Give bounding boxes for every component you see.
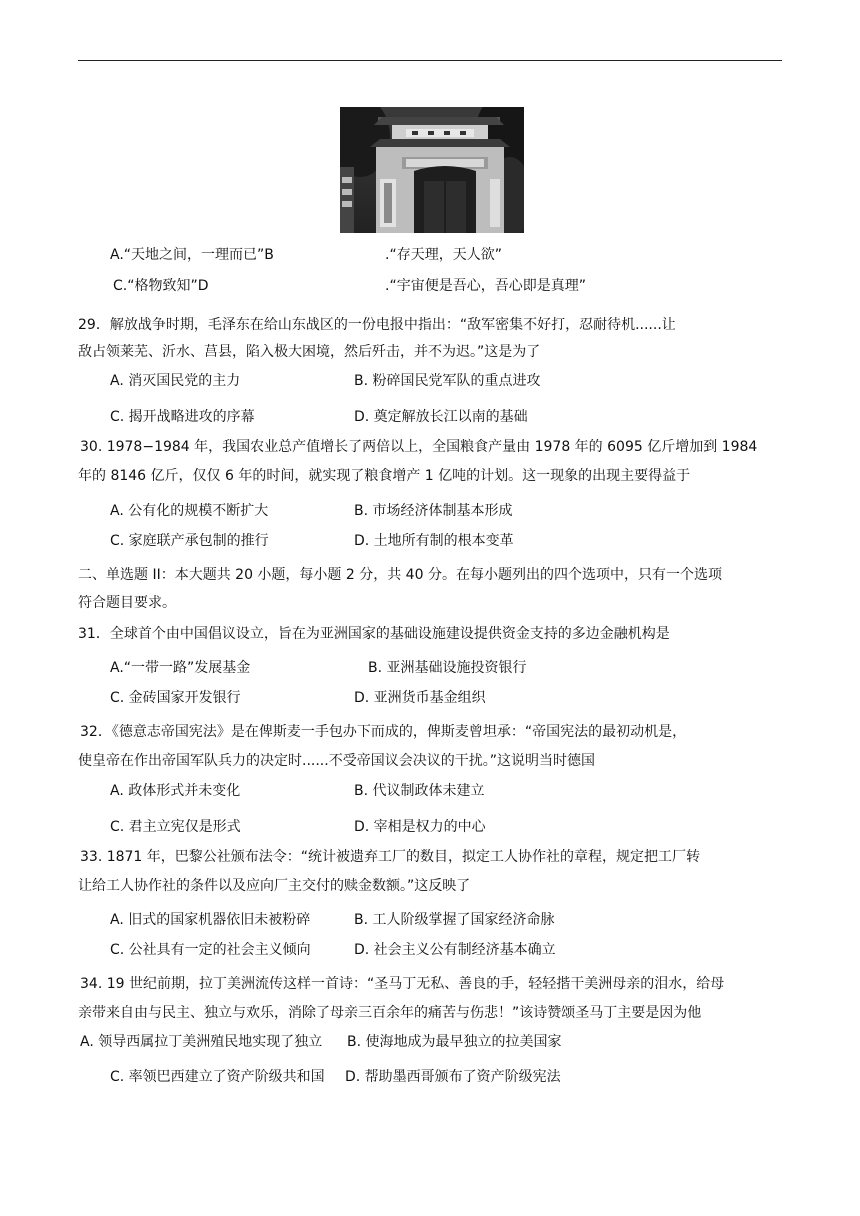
q29-option-d: D. 奠定解放长江以南的基础 xyxy=(354,409,528,425)
q33-stem-line1: 33. 1871 年，巴黎公社颁布法令：“统计被遗弃工厂的数目，拟定工人协作社的章程，规定把工厂转 xyxy=(80,849,701,865)
q29-option-c: C. 揭开战略进攻的序幕 xyxy=(110,409,255,425)
q34-option-a: A. 领导西属拉丁美洲殖民地实现了独立 xyxy=(80,1034,323,1050)
q31-option-c: C. 金砖国家开发银行 xyxy=(110,690,241,706)
q34-stem-line1: 34. 19 世纪前期，拉丁美洲流传这样一首诗：“圣马丁无私、善良的手，轻轻揩干美洲母亲的泪水，给母 xyxy=(80,976,725,992)
q34-stem-line2: 亲带来自由与民主、独立与欢乐，消除了母亲三百余年的痛苦与伤悲！”该诗赞颂圣马丁主要是因为他 xyxy=(78,1005,702,1021)
q31-option-b: B. 亚洲基础设施投资银行 xyxy=(368,660,527,676)
q28-option-c: C.“格物致知”D xyxy=(113,278,209,294)
header-rule xyxy=(78,60,782,61)
q32-option-c: C. 君主立宪仅是形式 xyxy=(110,819,241,835)
q30-option-a: A. 公有化的规模不断扩大 xyxy=(110,503,269,519)
q34-option-d: D. 帮助墨西哥颁布了资产阶级宪法 xyxy=(345,1069,561,1085)
q34-option-b: B. 使海地成为最早独立的拉美国家 xyxy=(347,1034,562,1050)
q29-option-a: A. 消灭国民党的主力 xyxy=(110,373,241,389)
q31-stem-line1: 31．全球首个由中国倡议设立，旨在为亚洲国家的基础设施建设提供资金支持的多边金融机构是 xyxy=(78,626,670,642)
q30-option-b: B. 市场经济体制基本形成 xyxy=(354,503,513,519)
section-2-heading-line2: 符合题目要求。 xyxy=(78,595,176,611)
q30-option-c: C. 家庭联产承包制的推行 xyxy=(110,533,269,549)
q29-stem-line1: 29．解放战争时期，毛泽东在给山东战区的一份电报中指出：“敌军密集不好打，忍耐待机......让 xyxy=(78,317,676,333)
q31-option-a: A.“一带一路”发展基金 xyxy=(110,660,251,676)
q33-option-c: C. 公社具有一定的社会主义倾向 xyxy=(110,942,311,958)
q32-option-d: D. 宰相是权力的中心 xyxy=(354,819,486,835)
section-2-heading-line1: 二、单选题 II：本大题共 20 小题，每小题 2 分，共 40 分。在每小题列出的四个选项中，只有一个选项 xyxy=(78,567,722,583)
q33-option-b: B. 工人阶级掌握了国家经济命脉 xyxy=(354,912,555,928)
q33-option-d: D. 社会主义公有制经济基本确立 xyxy=(354,942,556,958)
q34-option-c: C. 率领巴西建立了资产阶级共和国 xyxy=(110,1069,325,1085)
q29-stem-line2: 敌占领莱芜、沂水、莒县，陷入极大困境，然后歼击，并不为迟。”这是为了 xyxy=(78,344,541,360)
q32-stem-line2: 使皇帝在作出帝国军队兵力的决定时......不受帝国议会决议的干扰。”这说明当时德国 xyxy=(78,753,595,769)
q32-option-a: A. 政体形式并未变化 xyxy=(110,783,241,799)
q28-option-a: A.“天地之间，一理而已”B xyxy=(110,247,274,263)
q32-stem-line1: 32．《德意志帝国宪法》是在俾斯麦一手包办下而成的，俾斯麦曾坦承：“帝国宪法的最初动机是， xyxy=(80,724,687,740)
q33-option-a: A. 旧式的国家机器依旧未被粉碎 xyxy=(110,912,311,928)
q32-option-b: B. 代议制政体未建立 xyxy=(354,783,485,799)
q30-option-d: D. 土地所有制的根本变革 xyxy=(354,533,514,549)
q29-option-b: B. 粉碎国民党军队的重点进攻 xyxy=(354,373,541,389)
q28-option-b: .“存天理，天人欲” xyxy=(385,247,502,263)
q28-option-d: .“宇宙便是吾心，吾心即是真理” xyxy=(385,278,586,294)
academy-gate-photo xyxy=(340,107,524,233)
q30-stem-line2: 年的 8146 亿斤，仅仅 6 年的时间，就实现了粮食增产 1 亿吨的计划。这一现象的出现主要得益于 xyxy=(78,468,691,484)
q33-stem-line2: 让给工人协作社的条件以及应向厂主交付的赎金数额。”这反映了 xyxy=(78,878,471,894)
q30-stem-line1: 30. 1978−1984 年，我国农业总产值增长了两倍以上，全国粮食产量由 1978 年的 6095 亿斤增加到 1984 xyxy=(80,439,758,455)
q31-option-d: D. 亚洲货币基金组织 xyxy=(354,690,486,706)
